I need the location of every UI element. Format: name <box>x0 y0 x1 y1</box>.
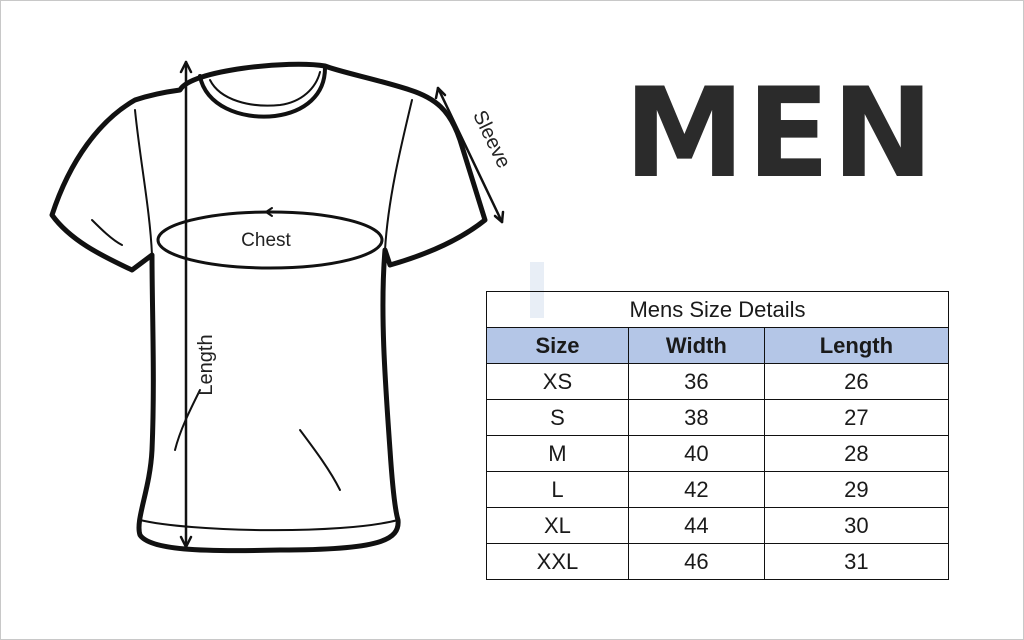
header-size: Size <box>487 328 629 364</box>
cell-length: 27 <box>764 400 948 436</box>
page-title: MEN <box>624 62 936 206</box>
cell-size: XXL <box>487 544 629 580</box>
table-row <box>487 544 949 580</box>
chest-arrow <box>266 208 278 216</box>
table-row <box>487 364 949 400</box>
chest-label: Chest <box>241 230 291 251</box>
sleeve-label: Sleeve <box>468 107 515 172</box>
cell-size: XS <box>487 364 629 400</box>
table-caption: Mens Size Details <box>487 292 949 328</box>
header-length: Length <box>764 328 948 364</box>
cell-width: 38 <box>628 400 764 436</box>
cell-size: M <box>487 436 629 472</box>
cell-width: 40 <box>628 436 764 472</box>
table-caption-row <box>487 292 949 328</box>
cell-size: XL <box>487 508 629 544</box>
table-row <box>487 472 949 508</box>
table-header-row <box>487 328 949 364</box>
cell-length: 26 <box>764 364 948 400</box>
table-row <box>487 436 949 472</box>
table-row <box>487 400 949 436</box>
cell-width: 42 <box>628 472 764 508</box>
header-width: Width <box>628 328 764 364</box>
table-row <box>487 508 949 544</box>
cell-width: 46 <box>628 544 764 580</box>
cell-width: 36 <box>628 364 764 400</box>
cell-size: S <box>487 400 629 436</box>
length-label: Length <box>195 334 217 396</box>
cell-length: 29 <box>764 472 948 508</box>
cell-length: 31 <box>764 544 948 580</box>
tshirt-diagram <box>40 50 530 570</box>
tshirt-outline <box>52 64 485 550</box>
cell-length: 28 <box>764 436 948 472</box>
cell-width: 44 <box>628 508 764 544</box>
cell-size: L <box>487 472 629 508</box>
size-chart-table <box>486 291 949 580</box>
cell-length: 30 <box>764 508 948 544</box>
